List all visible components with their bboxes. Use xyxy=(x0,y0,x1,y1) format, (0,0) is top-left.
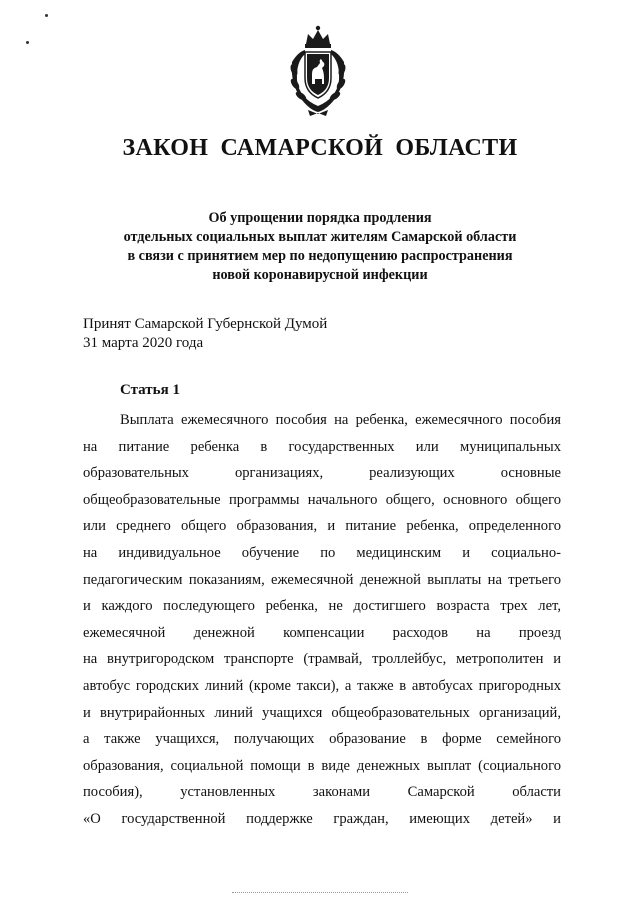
body-line: образования, социальной помощи в виде денежных выплат (социального xyxy=(83,757,561,774)
body-line: образовательных организациях, реализующих основные xyxy=(83,465,561,482)
body-line: и внутрирайонных линий учащихся общеобразовательных организаций, xyxy=(83,704,561,721)
body-line: педагогическим показаниям, ежемесячной денежной выплаты на третьего xyxy=(83,571,561,588)
body-line: на внутригородском транспорте (трамвай, троллейбус, метрополитен и xyxy=(83,651,561,668)
adoption-line: Принят Самарской Губернской Думой xyxy=(83,316,328,332)
body-line: а также учащихся, получающих образование в форме семейного xyxy=(83,731,561,748)
body-line: и каждого последующего ребенка, не достигшего возраста трех лет, xyxy=(83,598,561,615)
body-line: Выплата ежемесячного пособия на ребенка, ежемесячного пособия xyxy=(120,412,561,428)
adoption-date: 31 марта 2020 года xyxy=(83,335,204,351)
scan-speck xyxy=(45,14,48,17)
samara-coat-of-arms-icon xyxy=(286,22,350,118)
body-line: на питание ребенка в государственных или муниципальных xyxy=(83,438,561,455)
body-line: ежемесячной денежной компенсации расходов на проезд xyxy=(83,624,561,641)
body-line: «О государственной поддержке граждан, имеющих детей» и xyxy=(83,810,561,827)
subtitle-line: отдельных социальных выплат жителям Самарской области xyxy=(123,229,517,245)
body-line: или среднего общего образования, и питание ребенка, определенного xyxy=(83,518,561,535)
subtitle-line: новой коронавирусной инфекции xyxy=(212,267,428,283)
body-line: общеобразовательные программы начального общего, основного общего xyxy=(83,491,561,508)
adoption-note xyxy=(83,315,327,353)
body-line: на индивидуальное обучение по медицинским и социально- xyxy=(83,544,561,561)
article-body xyxy=(83,407,561,833)
body-line: автобус городских линий (кроме такси), а также в автобусах пригородных xyxy=(83,677,561,694)
law-subtitle xyxy=(0,209,640,285)
scan-speck xyxy=(26,41,29,44)
law-title: ЗАКОН САМАРСКОЙ ОБЛАСТИ xyxy=(122,135,518,161)
subtitle-line: в связи с принятием мер по недопущению распространения xyxy=(127,248,513,264)
subtitle-line: Об упрощении порядка продления xyxy=(208,210,432,226)
body-line: пособия), установленных законами Самарской области xyxy=(83,784,561,801)
article-heading: Статья 1 xyxy=(120,382,180,398)
scan-edge-mark xyxy=(232,892,408,893)
